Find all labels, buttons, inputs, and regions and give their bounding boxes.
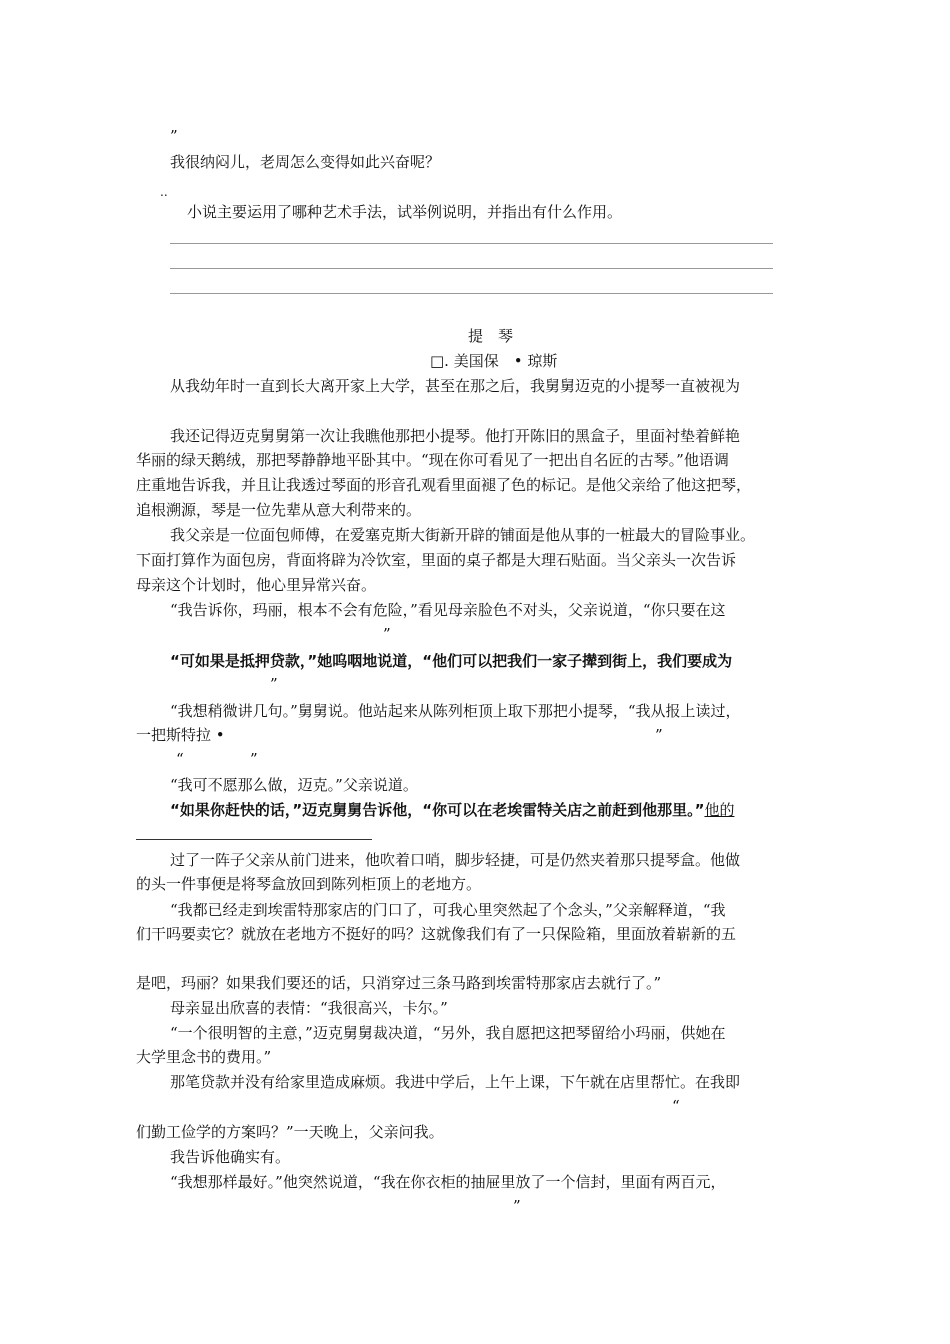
- footnote-divider: [136, 839, 372, 840]
- story-author: □. 美国保 • 琼斯: [430, 352, 558, 370]
- paragraph-line: “一个很明智的主意，”迈克舅舅裁决道，“另外，我自愿把这把琴留给小玛丽，供她在: [170, 1024, 726, 1042]
- paragraph-line: “可如果是抵押贷款，”她呜咽地说道，“他们可以把我们一家子撵到街上，我们要成为: [170, 652, 733, 670]
- paragraph-line: 从我幼年时一直到长大离开家上大学，甚至在那之后，我舅舅迈克的小提琴一直被视为: [170, 377, 741, 395]
- paragraph-line: 一把斯特拉 •: [136, 726, 225, 744]
- answer-line-3: [170, 293, 773, 294]
- paragraph-line: 母亲这个计划时，他心里异常兴奋。: [136, 576, 377, 594]
- paragraph-line: 母亲显出欣喜的表情：“我很高兴，卡尔。”: [170, 999, 448, 1017]
- paragraph-line: 们勤工俭学的方案吗？”一天晚上，父亲问我。: [136, 1123, 444, 1141]
- paragraph-line: [170, 800, 734, 820]
- paragraph-line: 我父亲是一位面包师傅，在爱塞克斯大街新开辟的铺面是他从事的一桩最大的冒险事业。: [170, 526, 756, 544]
- paragraph-line: 追根溯源，琴是一位先辈从意大利带来的。: [136, 501, 422, 519]
- paragraph-text: “如果你赶快的话，”迈克舅舅告诉他，“你可以在老埃雷特关店之前赶到他那里。”: [170, 801, 705, 819]
- quote-mark: ”: [513, 1197, 521, 1215]
- answer-line-1: [170, 243, 773, 244]
- paragraph-line: 华丽的绿天鹅绒，那把琴静静地平卧其中。“现在你可看见了一把出自名匠的古琴。”他语调: [136, 451, 729, 469]
- quote-mark: “: [176, 750, 184, 768]
- quote-mark: ”: [655, 726, 663, 744]
- paragraph-line: 是吧，玛丽？如果我们要还的话，只消穿过三条马路到埃雷特那家店去就行了。”: [136, 974, 662, 992]
- paragraph-line: “我都已经走到埃雷特那家店的门口了，可我心里突然起了个念头，”父亲解释道，“我: [170, 901, 726, 919]
- paragraph-line: 那笔贷款并没有给家里造成麻烦。我进中学后，上午上课，下午就在店里帮忙。在我即: [170, 1073, 741, 1091]
- quote-mark: ”: [383, 625, 391, 643]
- paragraph-line: “我想那样最好。”他突然说道，“我在你衣柜的抽屉里放了一个信封，里面有两百元，: [170, 1173, 726, 1191]
- paragraph-line: “我想稍微讲几句。”舅舅说。他站起来从陈列柜顶上取下那把小提琴，“我从报上读过，: [170, 702, 741, 720]
- paragraph-line: 过了一阵子父亲从前门进来，他吹着口哨，脚步轻捷，可是仍然夹着那只提琴盒。他做: [170, 851, 741, 869]
- paragraph-line: 大学里念书的费用。”: [136, 1048, 272, 1066]
- quote-mark: ”: [250, 750, 258, 768]
- paragraph-line: “我可不愿那么做，迈克。”父亲说道。: [170, 776, 418, 794]
- paragraph-line: 我还记得迈克舅舅第一次让我瞧他那把小提琴。他打开陈旧的黑盒子，里面衬垫着鲜艳: [170, 427, 741, 445]
- answer-line-2: [170, 268, 773, 269]
- paragraph-line: 们干吗要卖它？就放在老地方不挺好的吗？这就像我们有了一只保险箱，里面放着崭新的五: [136, 925, 737, 943]
- paragraph-line: 庄重地告诉我，并且让我透过琴面的形音孔观看里面褪了色的标记。是他父亲给了他这把琴，: [136, 476, 752, 494]
- dots-mark: ..: [160, 185, 168, 199]
- prior-text-line: 我很纳闷儿，老周怎么变得如此兴奋呢？: [170, 153, 441, 171]
- quote-mark: ”: [270, 675, 278, 693]
- quote-mark: “: [672, 1097, 680, 1115]
- underlined-text: 他的: [704, 801, 735, 819]
- paragraph-line: 下面打算作为面包房，背面将辟为冷饮室，里面的桌子都是大理石贴面。当父亲头一次告诉: [136, 551, 737, 569]
- paragraph-line: 的头一件事便是将琴盒放回到陈列柜顶上的老地方。: [136, 875, 482, 893]
- paragraph-line: 我告诉他确实有。: [170, 1148, 291, 1166]
- quote-mark: ”: [170, 127, 178, 145]
- story-title: 提 琴: [468, 327, 514, 345]
- paragraph-line: “我告诉你，玛丽，根本不会有危险，”看见母亲脸色不对头，父亲说道，“你只要在这: [170, 601, 726, 619]
- question-text: 小说主要运用了哪种艺术手法，试举例说明，并指出有什么作用。: [187, 203, 623, 221]
